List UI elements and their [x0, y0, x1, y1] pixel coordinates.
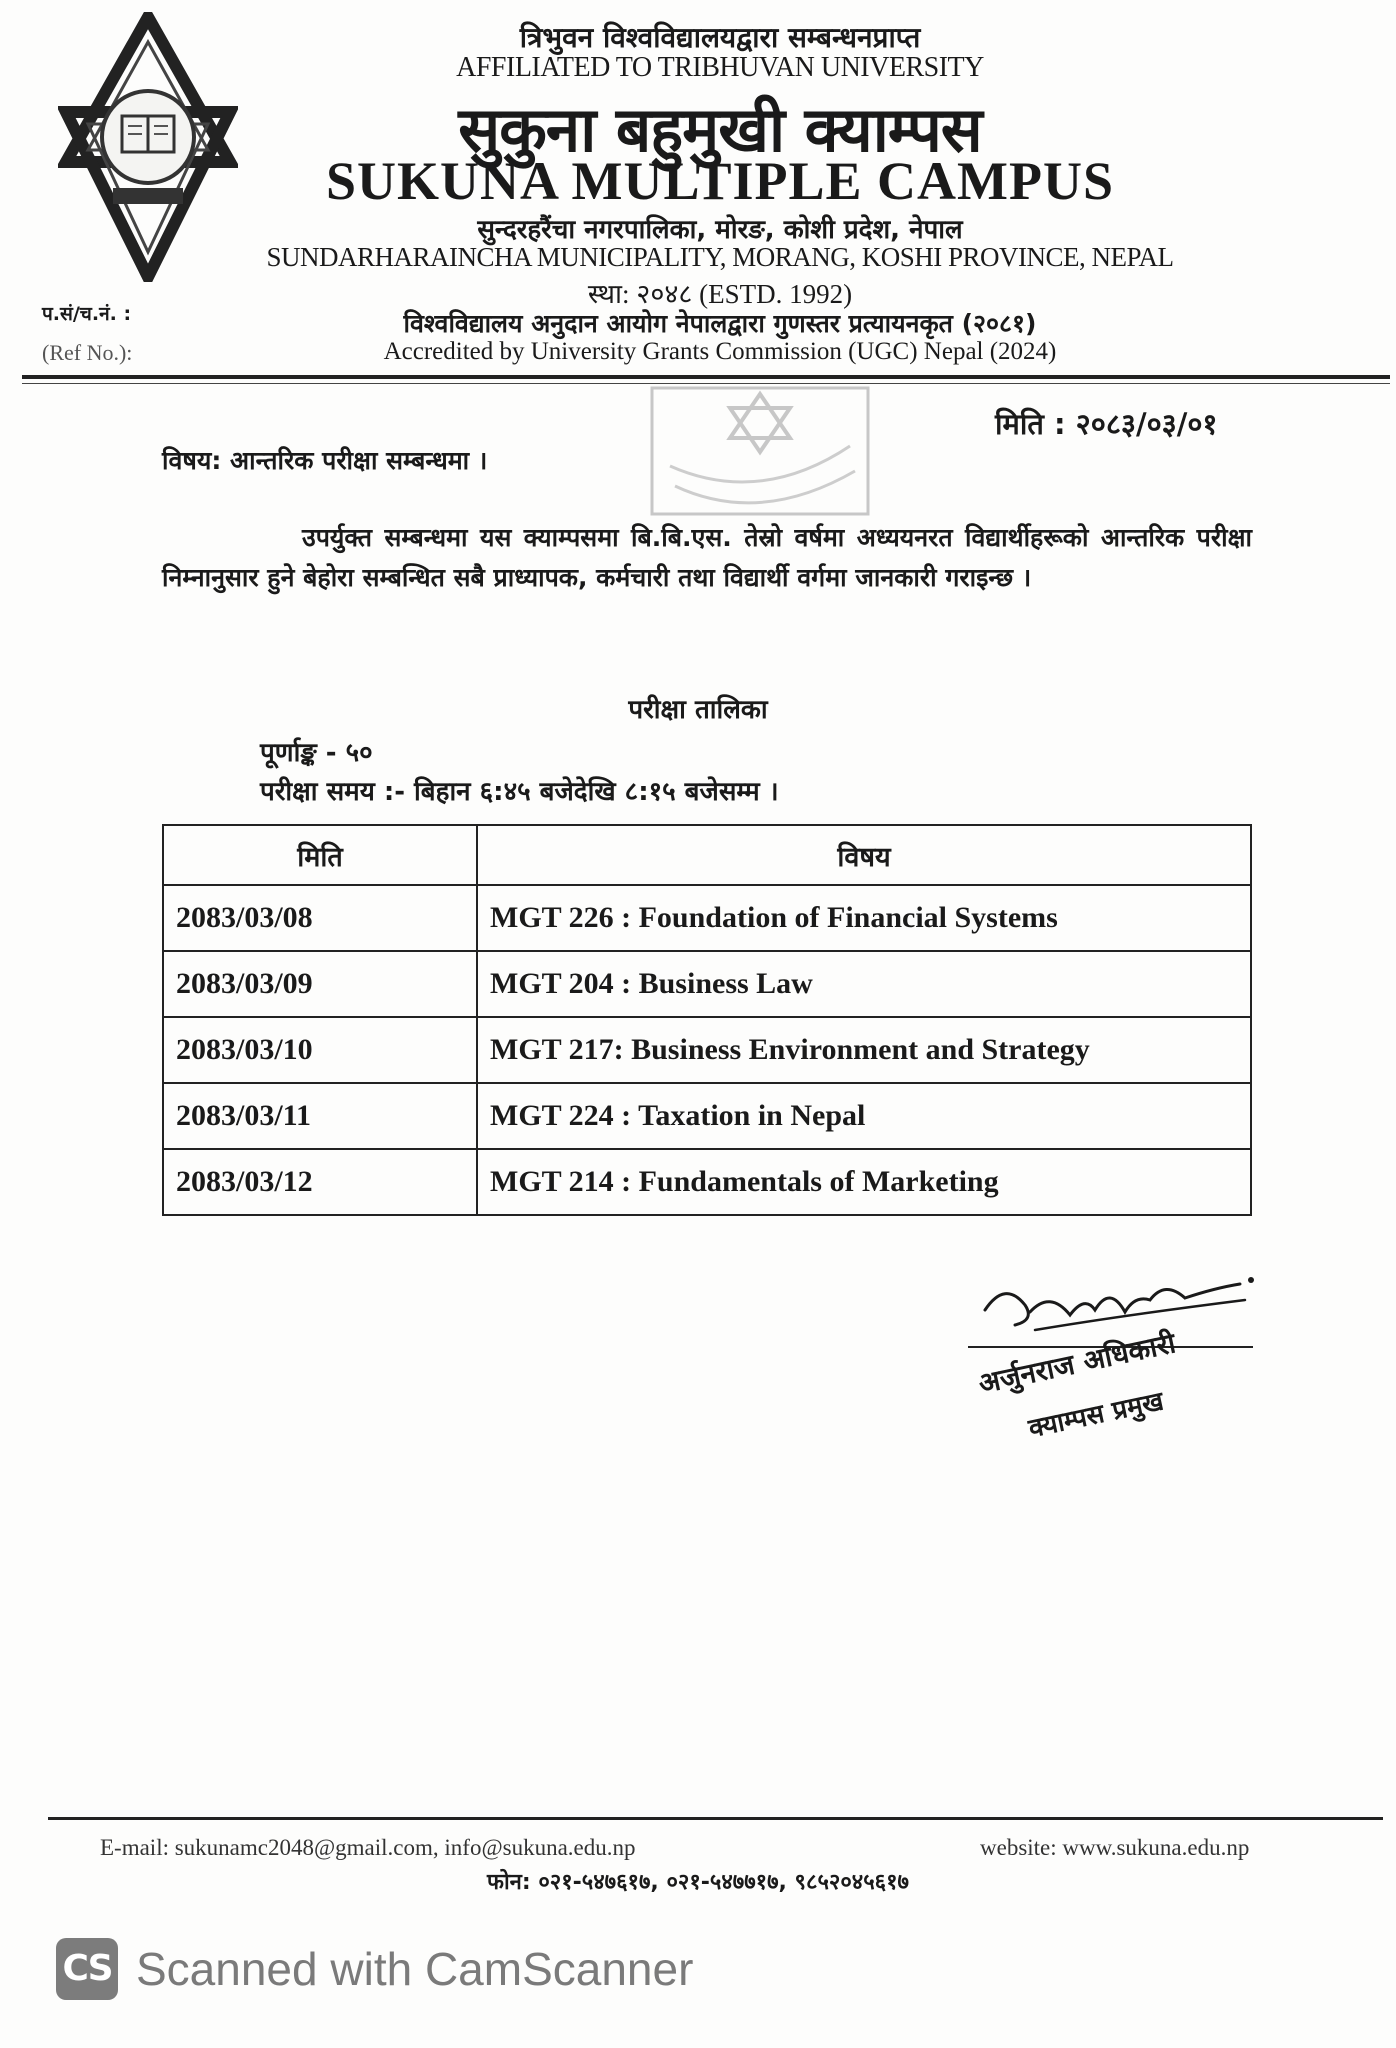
exam-subject-cell: MGT 224 : Taxation in Nepal	[477, 1083, 1251, 1149]
location-nepali: सुन्दरहरैंचा नगरपालिका, मोरङ, कोशी प्रदेश, नेपाल	[477, 215, 963, 245]
camscanner-logo-icon: CS	[56, 1938, 118, 2000]
accreditation-nepali: विश्वविद्यालय अनुदान आयोग नेपालद्वारा गुणस्तर प्रत्यायनकृत (२०८१)	[403, 309, 1037, 338]
affiliation-nepali: त्रिभुवन विश्वविद्यालयद्वारा सम्बन्धनप्राप्त	[519, 21, 921, 54]
table-row	[163, 1083, 1251, 1149]
full-marks: पूर्णाङ्क - ५०	[260, 738, 373, 768]
notice-body-text: उपर्युक्त सम्बन्धमा यस क्याम्पसमा बि.बि.एस. तेस्रो वर्षमा अध्ययनरत विद्यार्थीहरूको आन्तरिक परीक्षा निम्नानुसार हुने बेहोरा सम्बन्धित सबै प्राध्यापक, कर्मचारी तथा विद्यार्थी वर्गमा जानकारी गराइन्छ ।	[162, 523, 1252, 592]
ref-number-label-english: (Ref No.):	[42, 340, 133, 365]
exam-subject-cell: MGT 226 : Foundation of Financial Systems	[477, 885, 1251, 951]
signatory-title: क्याम्पस प्रमुख	[1026, 1386, 1167, 1445]
header-divider-thin	[22, 383, 1390, 384]
notice-date: मिति : २०८३/०३/०१	[995, 407, 1218, 441]
exam-date-cell: 2083/03/11	[163, 1083, 477, 1149]
campus-name-nepali: सुकुना बहुमुखी क्याम्पस	[458, 93, 982, 166]
exam-date-cell: 2083/03/10	[163, 1017, 477, 1083]
exam-subject-cell: MGT 217: Business Environment and Strategy	[477, 1017, 1251, 1083]
table-row	[163, 1017, 1251, 1083]
schedule-title: परीक्षा तालिका	[628, 695, 768, 725]
table-header-row	[163, 825, 1251, 885]
campus-emblem-icon	[58, 12, 238, 282]
exam-schedule-table	[162, 824, 1252, 1216]
footer-website: website: www.sukuna.edu.np	[980, 1835, 1250, 1860]
table-row	[163, 885, 1251, 951]
exam-date-cell: 2083/03/12	[163, 1149, 477, 1215]
location-english: SUNDARHARAINCHA MUNICIPALITY, MORANG, KOSHI PROVINCE, NEPAL	[266, 242, 1174, 272]
exam-subject-cell: MGT 214 : Fundamentals of Marketing	[477, 1149, 1251, 1215]
footer-divider	[48, 1817, 1383, 1820]
exam-subject-cell: MGT 204 : Business Law	[477, 951, 1251, 1017]
column-header-date: मिति	[163, 825, 477, 885]
campus-seal-stamp-icon	[650, 386, 870, 516]
footer-email: E-mail: sukunamc2048@gmail.com, info@sukuna.edu.np	[100, 1835, 636, 1860]
notice-subject: विषय: आन्तरिक परीक्षा सम्बन्धमा ।	[162, 446, 488, 475]
table-row	[163, 1149, 1251, 1215]
header-divider	[22, 375, 1390, 379]
exam-date-cell: 2083/03/08	[163, 885, 477, 951]
campus-name-english: SUKUNA MULTIPLE CAMPUS	[325, 151, 1115, 211]
exam-time: परीक्षा समय :- बिहान ६:४५ बजेदेखि ८:१५ बजेसम्म ।	[260, 777, 779, 807]
table-row	[163, 951, 1251, 1017]
footer-phone: फोन: ०२१-५४७६१७, ०२१-५४७७१७, ९८५२०४५६१७	[487, 1870, 909, 1895]
notice-body	[162, 518, 1252, 598]
exam-date-cell: 2083/03/09	[163, 951, 477, 1017]
established-year: स्था: २०४८ (ESTD. 1992)	[587, 279, 853, 309]
camscanner-watermark-text: Scanned with CamScanner	[136, 1943, 694, 1995]
ref-number-label-nepali: प.सं/च.नं. :	[42, 303, 132, 325]
column-header-subject: विषय	[477, 825, 1251, 885]
signatory-name: अर्जुनराज अधिकारी	[975, 1326, 1179, 1401]
handwritten-signature-icon	[975, 1270, 1255, 1340]
accreditation-english: Accredited by University Grants Commission (UGC) Nepal (2024)	[383, 338, 1057, 365]
affiliation-english: AFFILIATED TO TRIBHUVAN UNIVERSITY	[456, 52, 984, 83]
